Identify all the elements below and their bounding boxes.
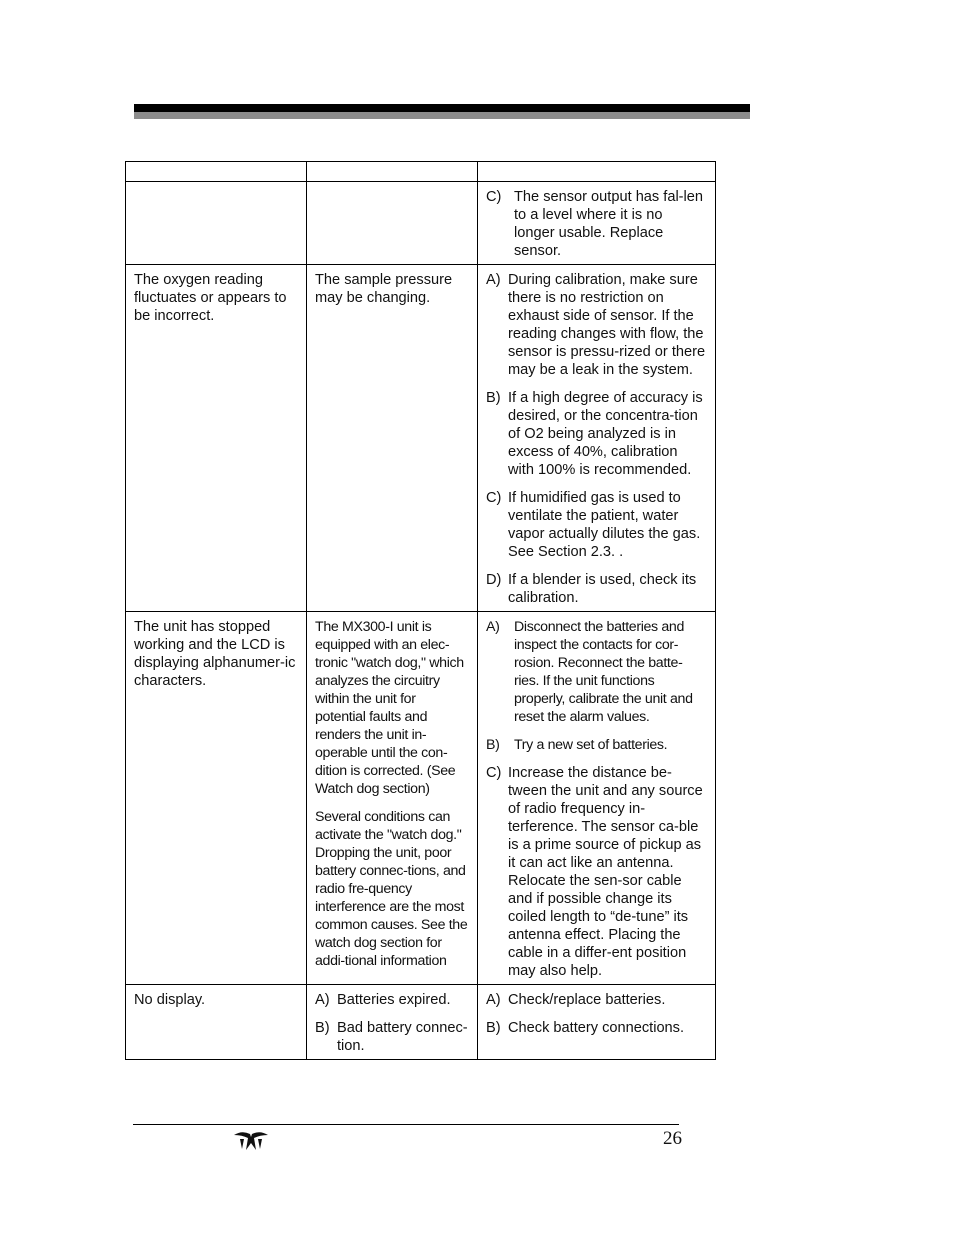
solution-text: Check/replace batteries. [508,992,666,1008]
table-row [126,182,716,265]
solution-text: Increase the distance be-tween the unit and any source of radio frequency in-terference. The sensor ca-ble is a prime source of pickup as it can act like an antenna. Relocate the sen-sor cable and if possible change its coiled length to “de-tune” its antenna effect. Placing the cable in a differ-ent position may also help. [508,765,703,979]
teledyne-logo-icon [232,1130,270,1157]
symptom-cell [126,612,307,985]
symptom-text: The unit has stopped working and the LCD is displaying alphanumer-ic characters. [134,619,296,689]
solution-label: D) [486,572,502,588]
solution-text: If a high degree of accuracy is desired, or the concentra-tion of O2 being analyzed is in excess of 40%, calibration with 100% is recommended. [508,390,703,478]
solution-item [486,271,707,379]
cause-label: A) [315,992,330,1008]
cause-text: Batteries expired. [337,992,451,1008]
table-row [126,985,716,1060]
header-cell-cause [307,162,478,182]
cause-item [315,991,469,1009]
troubleshooting-table [125,161,716,1060]
solution-label: C) [486,490,502,506]
table-row [126,612,716,985]
solution-item [486,736,707,754]
solution-text: Disconnect the batteries and inspect the contacts for cor-rosion. Reconnect the batte-ries. If the unit functions properly, calibrate the unit and reset the alarm values. [514,619,693,725]
solution-text: Check battery connections. [508,1020,685,1036]
symptom-cell [126,182,307,265]
solution-cell [478,182,716,265]
symptom-text: The oxygen reading fluctuates or appears to be incorrect. [134,272,287,324]
header-cell-symptom [126,162,307,182]
solution-label: A) [486,992,501,1008]
solution-label: A) [486,619,500,635]
table-header-row [126,162,716,182]
header-rule-gray [134,112,750,119]
solution-label: B) [486,390,501,406]
solution-text: If humidified gas is used to ventilate the patient, water vapor actually dilutes the gas. See Section 2.3. . [508,490,701,560]
page-number: 26 [663,1128,682,1149]
solution-label: C) [486,189,502,205]
solution-cell [478,265,716,612]
solution-label: B) [486,1020,501,1036]
solution-label: A) [486,272,501,288]
solution-item [486,991,707,1009]
solution-text: During calibration, make sure there is no restriction on exhaust side of sensor. If the reading changes with flow, the sensor is pressu-rized or there may be a leak in the system. [508,272,706,378]
solution-cell [478,985,716,1060]
cause-cell [307,265,478,612]
footer-rule [133,1124,679,1125]
solution-item [486,618,707,726]
solution-item [486,1019,707,1037]
cause-text: The sample pressure may be changing. [315,272,453,306]
solution-label: C) [486,765,502,781]
solution-item [486,489,707,561]
solution-text: Try a new set of batteries. [514,737,668,753]
cause-item [315,1019,469,1055]
cause-text: Bad battery connec-tion. [337,1020,468,1054]
solution-item [486,188,707,260]
solution-label: B) [486,737,500,753]
cause-cell [307,985,478,1060]
cause-cell [307,182,478,265]
solution-item [486,764,707,980]
cause-cell [307,612,478,985]
symptom-text: No display. [134,992,206,1008]
table-row [126,265,716,612]
solution-text: If a blender is used, check its calibration. [508,572,697,606]
solution-item [486,571,707,607]
header-rule-black [134,104,750,112]
solution-item [486,389,707,479]
header-cell-solution [478,162,716,182]
cause-text: The MX300-I unit is equipped with an elec-tronic "watch dog," which analyzes the circuitry within the unit for potential faults and renders the unit in-operable until the con-dition is corrected. (See Watch dog section) [315,619,464,797]
solution-cell [478,612,716,985]
cause-label: B) [315,1020,330,1036]
symptom-cell [126,985,307,1060]
solution-text: The sensor output has fal-len to a level where it is no longer usable. Replace sensor. [514,189,704,259]
symptom-cell [126,265,307,612]
cause-text: Several conditions can activate the "watch dog." Dropping the unit, poor battery connec-tions, and radio fre-quency interference are the most common causes. See the watch dog section for addi-tional information [315,809,468,969]
